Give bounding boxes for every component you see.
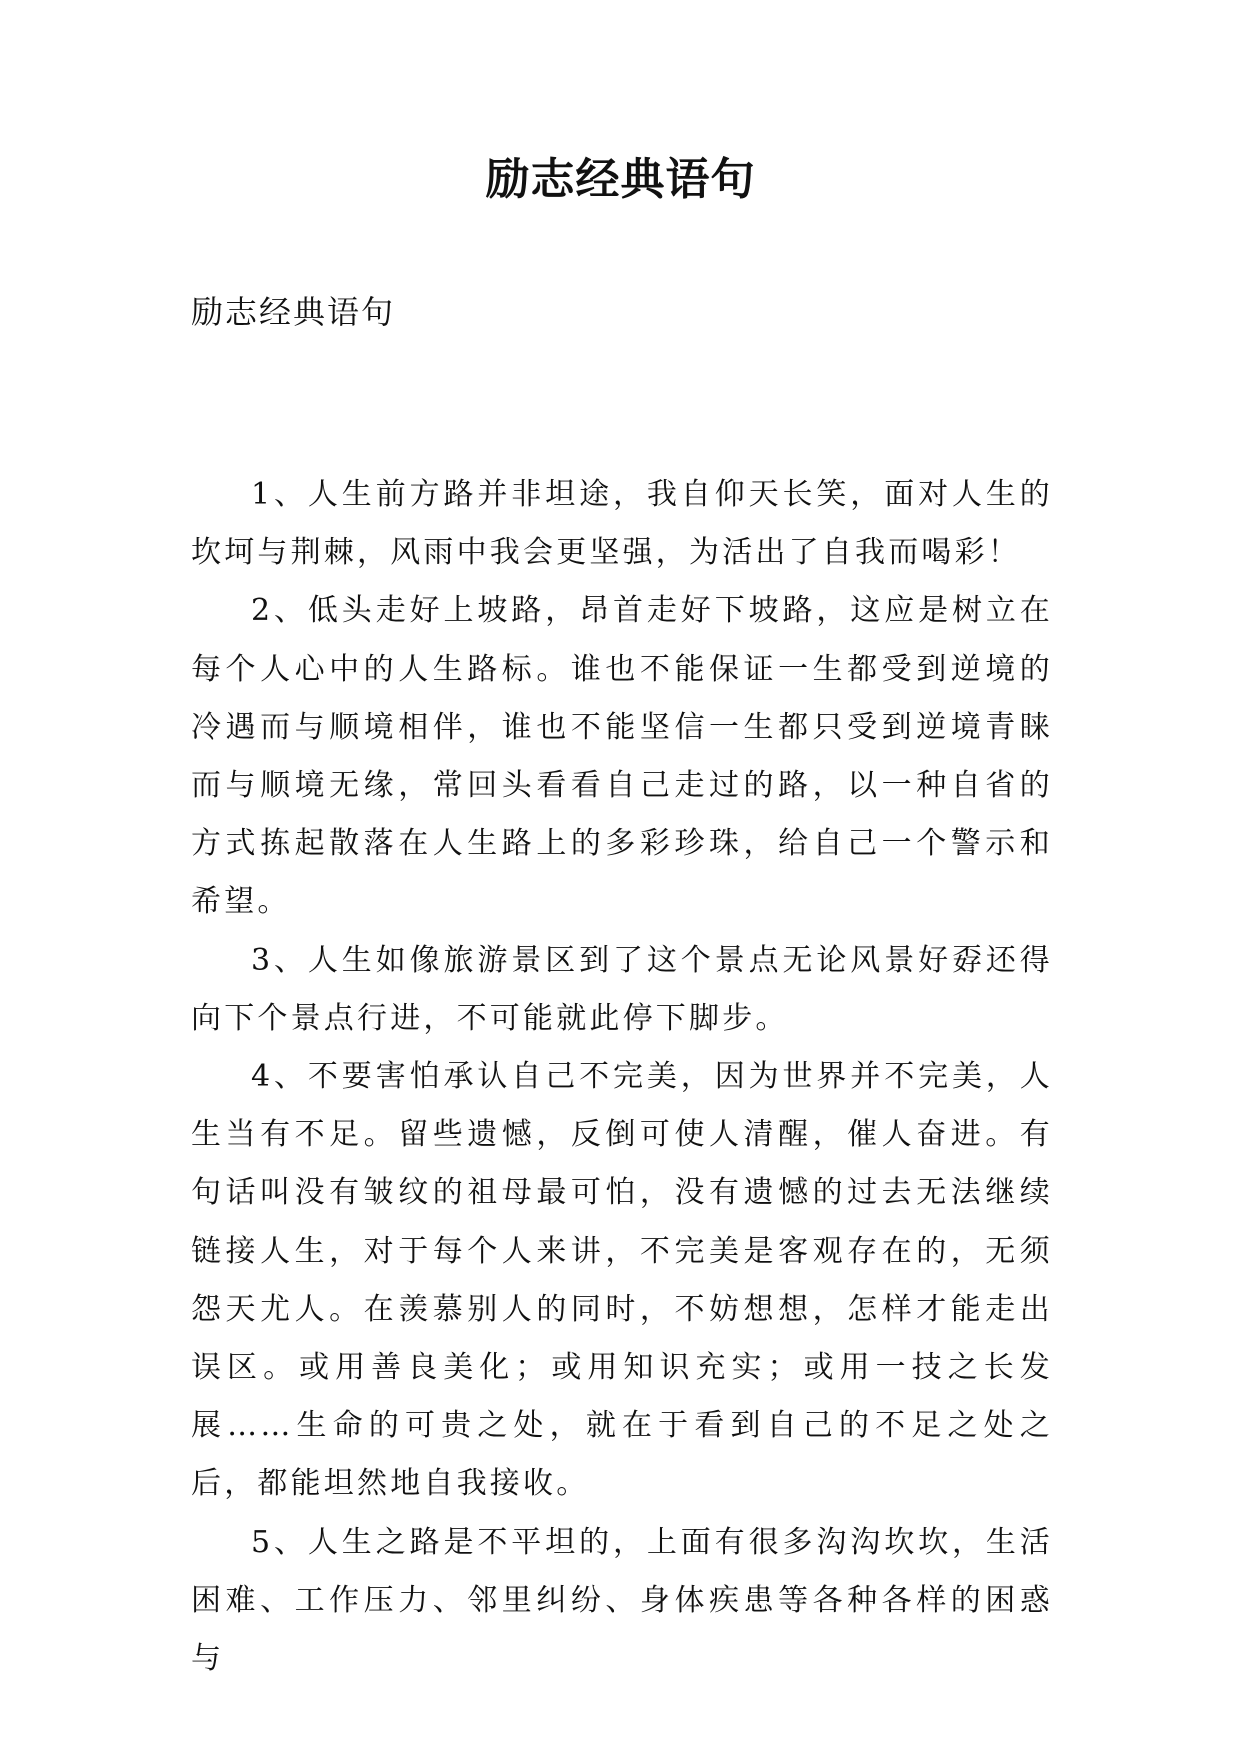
paragraph-2: 2、低头走好上坡路，昂首走好下坡路，这应是树立在每个人心中的人生路标。谁也不能保证一生都受到逆境的冷遇而与顺境相伴，谁也不能坚信一生都只受到逆境青睐而与顺境无缘，常回头看看自己走过的路，以一种自省的方式拣起散落在人生路上的多彩珍珠，给自己一个警示和希望。 — [191, 593, 1053, 920]
paragraph-5: 5、人生之路是不平坦的，上面有很多沟沟坎坎，生活困难、工作压力、邻里纠纷、身体疾患等各种各样的困惑与 — [191, 1524, 1053, 1677]
document-body — [191, 466, 1053, 1688]
document-subtitle: 励志经典语句 — [191, 293, 396, 331]
paragraph-3: 3、人生如像旅游景区到了这个景点无论风景好孬还得向下个景点行进，不可能就此停下脚步。 — [191, 942, 1053, 1036]
paragraph-1: 1、人生前方路并非坦途，我自仰天长笑，面对人生的坎坷与荆棘，风雨中我会更坚强，为活出了自我而喝彩！ — [191, 477, 1053, 571]
paragraph-4: 4、不要害怕承认自己不完美，因为世界并不完美，人生当有不足。留些遗憾，反倒可使人清醒，催人奋进。有句话叫没有皱纹的祖母最可怕，没有遗憾的过去无法继续链接人生，对于每个人来讲，不完美是客观存在的，无须怨天尤人。在羡慕别人的同时，不妨想想，怎样才能走出误区。或用善良美化；或用知识充实；或用一技之长发展……生命的可贵之处，就在于看到自己的不足之处之后，都能坦然地自我接收。 — [191, 1059, 1053, 1502]
document-title: 励志经典语句 — [485, 154, 756, 205]
